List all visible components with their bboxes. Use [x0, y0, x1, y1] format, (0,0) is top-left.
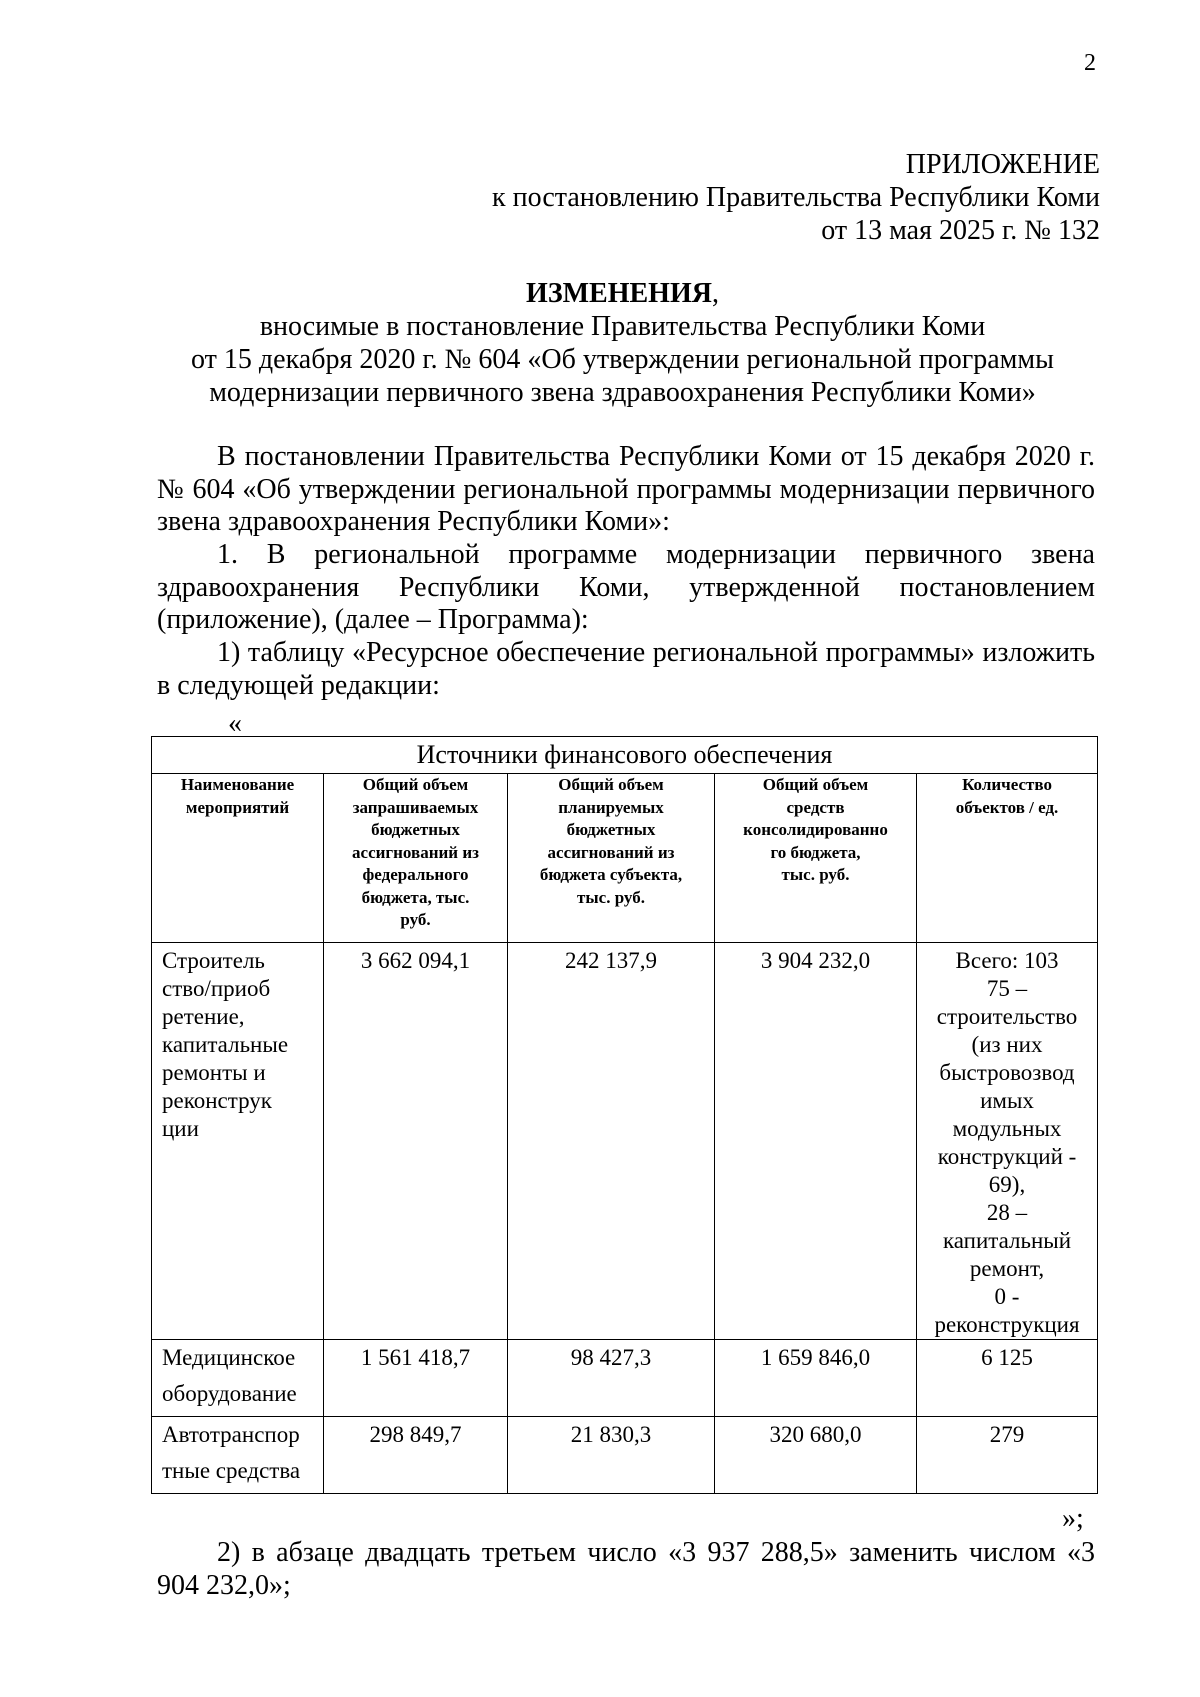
header-text: Количество [962, 775, 1052, 794]
cell-text: реконструкция [934, 1312, 1080, 1337]
cell-text: ство/приоб [162, 976, 271, 1001]
table-row [152, 1340, 1098, 1417]
header-text: бюджета, тыс. [361, 887, 470, 907]
cell-text: (из них [971, 1032, 1043, 1057]
header-text: средств [786, 797, 845, 817]
cell-text: Всего: 103 [955, 948, 1059, 973]
header-text: объектов / ед. [955, 797, 1059, 817]
cell-text: строительство [936, 1004, 1078, 1029]
title-line-3: от 15 декабря 2020 г. № 604 «Об утверждении региональной программы [191, 344, 1054, 375]
header-text: федерального [362, 865, 469, 884]
header-text: планируемых [558, 797, 664, 817]
header-text: запрашиваемых [352, 797, 479, 817]
header-text: бюджетных [566, 820, 656, 839]
cell-text: ции [162, 1116, 199, 1141]
row-activity-name [152, 1340, 324, 1417]
table-header-row [152, 774, 1098, 943]
table-row [152, 943, 1098, 1340]
row-federal-value: 3 662 094,1 [324, 943, 508, 1340]
funding-sources-table [151, 736, 1098, 1494]
header-text: Общий объем [362, 775, 469, 794]
header-text: руб. [400, 910, 431, 929]
cell-text: капитальные [162, 1032, 289, 1057]
cell-text: ремонт, [969, 1256, 1045, 1281]
header-text: ассигнований из [352, 842, 479, 862]
cell-text: конструкций - [937, 1144, 1077, 1169]
closing-quote: »; [1062, 1503, 1084, 1534]
opening-quote: « [228, 708, 242, 739]
cell-text: капитальный [942, 1228, 1072, 1253]
cell-text: 0 - [994, 1284, 1020, 1309]
row-federal-value: 298 849,7 [324, 1417, 508, 1494]
header-text: Общий объем [558, 775, 664, 794]
header-text: бюджетных [371, 820, 460, 839]
intro-paragraph: В постановлении Правительства Республики Коми от 15 декабря 2020 г. № 604 «Об утверждении региональной программы модернизации первичного звена здравоохранения Республики Коми»: [157, 441, 1095, 537]
header-text: тыс. руб. [577, 887, 645, 907]
header-text: Общий объем [762, 775, 869, 794]
cell-text: 279 [989, 1422, 1025, 1447]
document-title-main: ИЗМЕНЕНИЯ [526, 278, 712, 309]
cell-text: Автотранспор [162, 1422, 300, 1447]
header-text: Наименование [180, 775, 295, 794]
header-text: тыс. руб. [781, 865, 850, 884]
row-regional-value: 21 830,3 [508, 1417, 715, 1494]
row-activity-name [152, 1417, 324, 1494]
row-object-count [917, 1340, 1098, 1417]
row-consolidated-value: 1 659 846,0 [715, 1340, 917, 1417]
cell-text: имых [980, 1088, 1034, 1113]
item-2-paragraph: 2) в абзаце двадцать третьем число «3 937 288,5» заменить числом «3 904 232,0»; [157, 1537, 1095, 1601]
cell-text: модульных [952, 1116, 1062, 1141]
row-consolidated-value: 320 680,0 [715, 1417, 917, 1494]
row-regional-value: 98 427,3 [508, 1340, 715, 1417]
table-caption: Источники финансового обеспечения [152, 737, 1098, 774]
cell-text: ремонты и [162, 1060, 266, 1085]
header-consolidated-budget [715, 774, 917, 943]
cell-text: тные средства [162, 1458, 301, 1483]
document-title-comma: , [711, 278, 719, 309]
cell-text: 75 – [986, 976, 1028, 1001]
row-object-count [917, 1417, 1098, 1494]
title-line-2: вносимые в постановление Правительства Республики Коми [259, 311, 986, 342]
row-activity-name [152, 943, 324, 1340]
cell-text: быстровозвод [939, 1060, 1075, 1085]
cell-text: 6 125 [981, 1345, 1033, 1370]
appendix-resolution: к постановлению Правительства Республики Коми [492, 182, 1100, 213]
cell-text: Строитель [162, 948, 265, 973]
header-text: консолидированно [743, 820, 888, 839]
header-text: мероприятий [185, 797, 290, 817]
appendix-heading: ПРИЛОЖЕНИЕ [905, 149, 1100, 180]
appendix-date: от 13 мая 2025 г. № 132 [821, 215, 1100, 246]
row-consolidated-value: 3 904 232,0 [715, 943, 917, 1340]
page-number: 2 [1084, 50, 1096, 76]
table-row [152, 1417, 1098, 1494]
cell-text: реконструк [162, 1088, 272, 1113]
header-activity-name [152, 774, 324, 943]
row-regional-value: 242 137,9 [508, 943, 715, 1340]
item-1-paragraph: 1. В региональной программе модернизации первичного звена здравоохранения Республики Коми, утвержденной постановлением (приложение), (далее – Программа): [157, 539, 1095, 635]
header-text: бюджета субъекта, [539, 865, 683, 884]
header-object-count [917, 774, 1098, 943]
cell-text: 69), [988, 1172, 1026, 1197]
cell-text: Медицинское [162, 1345, 296, 1370]
cell-text: оборудование [162, 1381, 297, 1406]
header-regional-budget [508, 774, 715, 943]
document-title [150, 277, 1095, 310]
cell-text: ретение, [162, 1004, 245, 1029]
cell-text: 28 – [986, 1200, 1028, 1225]
title-line-4: модернизации первичного звена здравоохранения Республики Коми» [209, 377, 1036, 408]
header-text: го бюджета, [770, 842, 861, 862]
row-federal-value: 1 561 418,7 [324, 1340, 508, 1417]
header-federal-budget [324, 774, 508, 943]
header-text: ассигнований из [547, 842, 675, 862]
row-object-count [917, 943, 1098, 1340]
item-1-1-paragraph: 1) таблицу «Ресурсное обеспечение региональной программы» изложить в следующей редакции: [157, 637, 1095, 701]
